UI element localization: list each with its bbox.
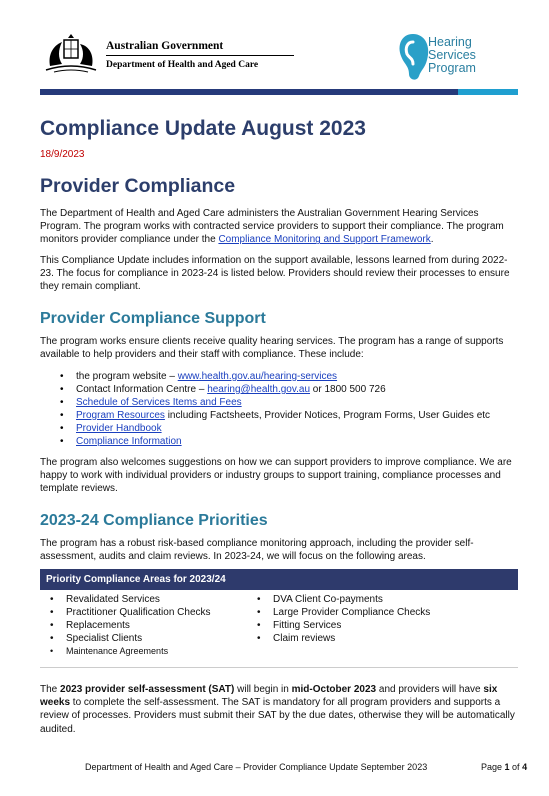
support-list — [60, 370, 490, 448]
list-item: • Claim reviews — [255, 632, 430, 645]
gov-dept: Department of Health and Aged Care — [106, 60, 259, 70]
website-link[interactable]: www.health.gov.au/hearing-services — [177, 371, 338, 382]
gov-name: Australian Government — [106, 40, 224, 52]
compliance-information-link[interactable]: Compliance Information — [76, 436, 182, 447]
compliance-framework-link[interactable]: Compliance Monitoring and Support Framework — [218, 234, 431, 246]
sat-paragraph — [40, 683, 520, 736]
para-text: The Department of Health and Aged Care administers the Australian Government Hearing Services Program. The program works with contracted service providers to support their compliance. The program monitors provider compliance under the — [40, 208, 504, 246]
para-text: will begin in — [234, 684, 292, 695]
email-link[interactable]: hearing@health.gov.au — [207, 384, 311, 395]
total-pages: 4 — [522, 762, 528, 772]
priorities-intro: The program has a robust risk-based compliance monitoring approach, including the provider self-assessment, audits and claim reviews. In 2023-24, we will focus on the following areas. — [40, 538, 474, 563]
para-text: and providers will have — [376, 684, 484, 695]
current-page: 1 — [504, 762, 510, 772]
priority-list-left — [48, 593, 211, 658]
sat-duration: six weeks — [40, 684, 498, 709]
list-item — [60, 396, 490, 409]
provider-compliance-para-2: This Compliance Update includes information on the support available, lessons learned from during 2022-23. The focus for compliance in 2023-24 is listed below. Providers should review their processes to ensure they remain compliant. — [40, 255, 510, 293]
footer-text: Department of Health and Aged Care – Provider Compliance Update September 2023 — [85, 762, 428, 772]
hsp-logo-text — [428, 36, 476, 75]
header-divider-bar — [40, 89, 518, 95]
header-divider-accent — [458, 89, 518, 95]
hsp-line-3: Program — [428, 61, 476, 75]
list-item: • Practitioner Qualification Checks — [48, 606, 211, 619]
provider-compliance-para-1 — [40, 207, 520, 247]
list-item — [60, 409, 490, 422]
list-item — [60, 383, 490, 396]
item-text: including Factsheets, Provider Notices, Program Forms, User Guides etc — [164, 410, 491, 421]
page-label: Page — [481, 762, 505, 772]
page-title: Compliance Update August 2023 — [40, 117, 366, 140]
list-item: • Fitting Services — [255, 619, 430, 632]
sat-emphasis: 2023 provider self-assessment (SAT) — [60, 684, 235, 695]
item-text: Contact Information Centre – — [76, 384, 208, 395]
priority-table-rule — [40, 667, 518, 668]
para-text: to complete the self-assessment. The SAT is mandatory for all program providers and supports a review of processes. Providers must submit their SAT by the due dates, otherwise they will be automatically audited. — [40, 697, 515, 735]
item-text: or 1800 500 726 — [310, 384, 386, 395]
schedule-link[interactable]: Schedule of Services Items and Fees — [76, 397, 242, 408]
gov-rule — [106, 55, 294, 56]
hsp-line-1: Hearing — [428, 35, 472, 49]
para-end: . — [430, 234, 434, 246]
support-heading: Provider Compliance Support — [40, 310, 266, 327]
provider-handbook-link[interactable]: Provider Handbook — [76, 423, 162, 434]
priorities-heading: 2023-24 Compliance Priorities — [40, 512, 268, 529]
page-of: of — [509, 762, 523, 772]
list-item: • Specialist Clients — [48, 632, 211, 645]
list-item: • Large Provider Compliance Checks — [255, 606, 430, 619]
list-item: • Revalidated Services — [48, 593, 211, 606]
provider-compliance-heading: Provider Compliance — [40, 175, 236, 197]
list-item — [60, 370, 490, 383]
list-item: • DVA Client Co-payments — [255, 593, 430, 606]
publish-date: 18/9/2023 — [40, 149, 85, 160]
list-item: • Replacements — [48, 619, 211, 632]
support-intro: The program works ensure clients receive quality hearing services. The program has a range of supports available to help providers and their staff with compliance. These include: — [40, 336, 504, 361]
priority-table-header: Priority Compliance Areas for 2023/24 — [40, 569, 518, 590]
page-number — [481, 762, 527, 772]
page-footer — [85, 762, 528, 772]
support-outro: The program also welcomes suggestions on how we can support providers to improve compliance. We are happy to work with individual providers or industry groups to support training, compliance processes and template reviews. — [40, 457, 512, 495]
sat-start-date: mid-October 2023 — [291, 684, 377, 695]
gov-branding — [106, 40, 294, 70]
priority-list-right — [255, 593, 430, 645]
list-item — [60, 435, 490, 448]
document-header — [40, 28, 520, 88]
item-text: the program website – — [76, 371, 178, 382]
list-item — [60, 422, 490, 435]
list-item: • Maintenance Agreements — [48, 645, 211, 658]
program-resources-link[interactable]: Program Resources — [76, 410, 165, 421]
para-text: The — [40, 684, 61, 695]
australian-coat-of-arms-icon — [40, 28, 102, 76]
hsp-line-2: Services — [428, 48, 476, 62]
